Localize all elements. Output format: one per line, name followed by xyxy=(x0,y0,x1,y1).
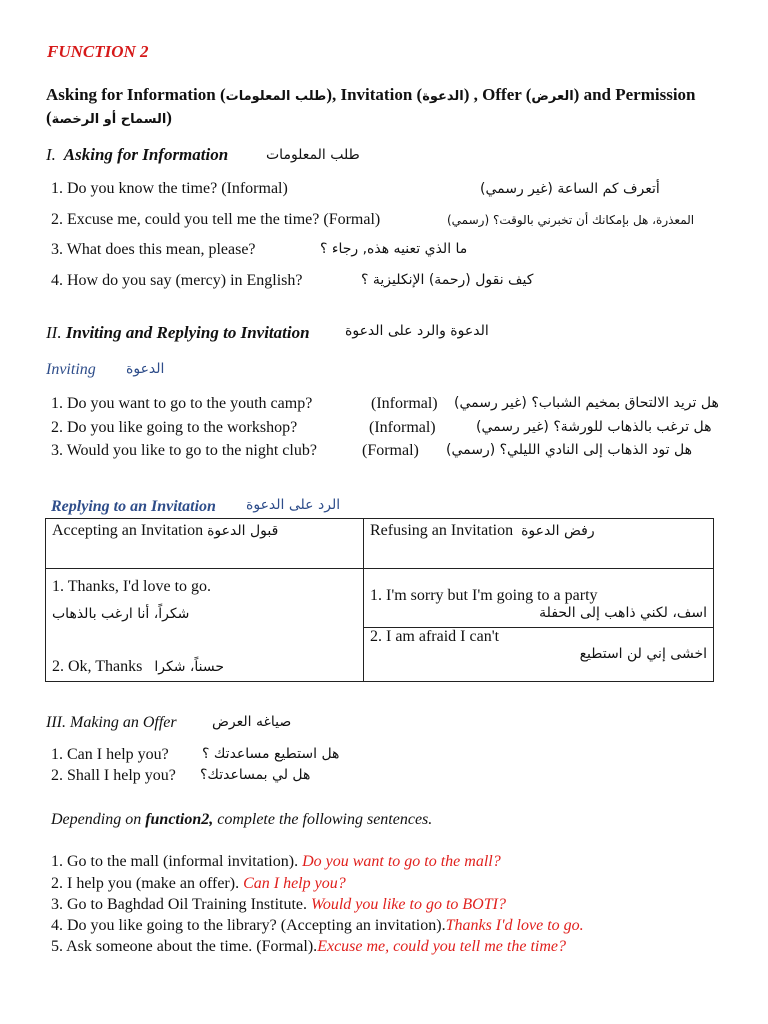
s1-item-1: 1. Do you know the time? (Informal) xyxy=(51,180,288,197)
inviting-label-arabic: الدعوة xyxy=(126,361,165,377)
s2-item-3-tag: (Formal) xyxy=(362,442,419,459)
s2-item-1-arabic: هل تريد الالتحاق بمخيم الشباب؟ (غير رسمي) xyxy=(454,395,719,411)
exercise-item-2: 2. I help you (make an offer). Can I help you? xyxy=(51,875,346,892)
main-heading-line2: (السماح أو الرخصة) xyxy=(46,108,172,127)
function-title: FUNCTION 2 xyxy=(47,42,149,61)
section-1-title-arabic: طلب المعلومات xyxy=(266,147,360,163)
s1-item-2: 2. Excuse me, could you tell me the time? (Formal) xyxy=(51,211,381,228)
accept-cell: 1. Thanks, I'd love to go. شكراً، أنا ارغب بالذهاب 2. Ok, Thanks حسناً، شكرا xyxy=(46,569,364,682)
exercise-answer-2: Can I help you? xyxy=(243,875,346,892)
invitation-reply-table xyxy=(45,518,714,682)
section-2-title: II. Inviting and Replying to Invitation xyxy=(46,323,310,342)
exercise-item-3: 3. Go to Baghdad Oil Training Institute. Would you like to go to BOTI? xyxy=(51,896,506,913)
refuse-header-cell: Refusing an Invitation رفض الدعوة xyxy=(364,519,714,569)
exercise-answer-5: Excuse me, could you tell me the time? xyxy=(317,938,566,955)
s2-item-1-tag: (Informal) xyxy=(371,395,438,412)
section-1-title: I. Asking for Information xyxy=(46,145,229,164)
inviting-label: Inviting xyxy=(46,361,96,378)
s1-item-1-arabic: أتعرف كم الساعة (غير رسمي) xyxy=(480,181,660,197)
s1-item-3: 3. What does this mean, please? xyxy=(51,241,256,258)
s1-item-4: 4. How do you say (mercy) in English? xyxy=(51,272,303,289)
exercise-answer-4: Thanks I'd love to go. xyxy=(445,917,584,934)
s2-item-2: 2. Do you like going to the workshop? xyxy=(51,419,298,436)
s3-item-2-arabic: هل لي بمساعدتك؟ xyxy=(200,767,311,783)
s3-item-1-arabic: هل استطيع مساعدتك ؟ xyxy=(202,746,340,762)
s2-item-1: 1. Do you want to go to the youth camp? xyxy=(51,395,313,412)
s2-item-3: 3. Would you like to go to the night club? xyxy=(51,442,317,459)
s1-item-3-arabic: ما الذي تعنيه هذه, رجاء ؟ xyxy=(320,241,468,257)
exercise-instruction: Depending on function2, complete the following sentences. xyxy=(51,811,433,828)
section-2-title-arabic: الدعوة والرد على الدعوة xyxy=(345,323,489,339)
replying-label: Replying to an Invitation xyxy=(51,498,216,515)
exercise-item-5: 5. Ask someone about the time. (Formal).Excuse me, could you tell me the time? xyxy=(51,938,566,955)
accept-option-2: 2. Ok, Thanks حسناً، شكرا xyxy=(52,658,225,675)
main-heading-line1: Asking for Information (طلب المعلومات), Invitation (الدعوة) , Offer (العرض) and Permission xyxy=(46,85,696,104)
refuse-cell-1: 1. I'm sorry but I'm going to a party اسف، لكني ذاهب إلى الحفلة xyxy=(364,569,714,628)
section-3-title-arabic: صياغه العرض xyxy=(212,714,292,730)
exercise-item-4: 4. Do you like going to the library? (Accepting an invitation).Thanks I'd love to go. xyxy=(51,917,584,934)
refuse-cell-2: 2. I am afraid I can't اخشى إني لن استطيع xyxy=(364,627,714,681)
exercise-answer-1: Do you want to go to the mall? xyxy=(302,853,501,870)
s2-item-2-arabic: هل ترغب بالذهاب للورشة؟ (غير رسمي) xyxy=(476,419,712,435)
replying-label-arabic: الرد على الدعوة xyxy=(246,497,341,513)
s2-item-3-arabic: هل تود الذهاب إلى النادي الليلي؟ (رسمي) xyxy=(446,442,692,458)
s2-item-2-tag: (Informal) xyxy=(369,419,436,436)
s1-item-2-arabic: المعذرة، هل بإمكانك أن تخبرني بالوقت؟ (رسمي) xyxy=(447,213,695,227)
s3-item-2: 2. Shall I help you? xyxy=(51,767,176,784)
s3-item-1: 1. Can I help you? xyxy=(51,746,169,763)
s1-item-4-arabic: كيف نقول (رحمة) الإنكليزية ؟ xyxy=(361,272,534,288)
exercise-item-1: 1. Go to the mall (informal invitation). Do you want to go to the mall? xyxy=(51,853,501,870)
exercise-answer-3: Would you like to go to BOTI? xyxy=(311,896,506,913)
section-3-title: III. Making an Offer xyxy=(46,714,177,731)
accept-header-cell: Accepting an Invitation قبول الدعوة xyxy=(46,519,364,569)
